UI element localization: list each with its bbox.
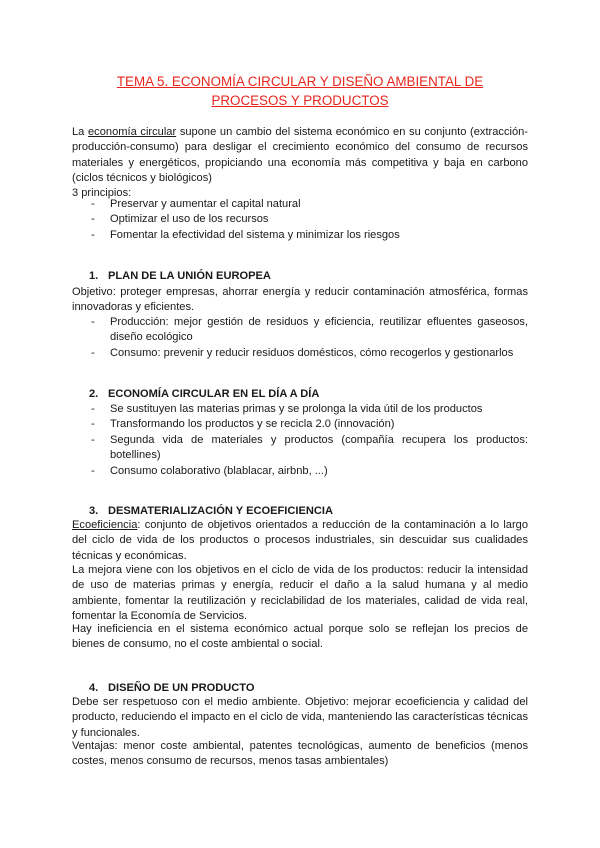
section-3-paragraph-1: [72, 518, 528, 564]
section-number: 4.: [89, 682, 99, 694]
section-number: 3.: [89, 505, 99, 517]
section-1-heading: [72, 269, 271, 284]
section-number: 2.: [89, 388, 99, 400]
ecoeficiencia-term: Ecoeficiencia: [72, 519, 138, 531]
title-line-1: TEMA 5. ECONOMÍA CIRCULAR Y DISEÑO AMBIENTAL DE: [116, 74, 484, 89]
section-title: DESMATERIALIZACIÓN Y ECOEFICIENCIA: [108, 505, 333, 517]
list-item-text: Consumo colaborativo (blablacar, airbnb, ...): [110, 464, 328, 477]
list-item-text: Preservar y aumentar el capital natural: [110, 198, 301, 210]
principles-list: [72, 197, 528, 243]
section-4-heading: [72, 681, 255, 696]
intro-paragraph: [72, 125, 528, 187]
intro-term: economía circular: [88, 126, 177, 138]
dash: -: [91, 418, 95, 431]
dash: -: [91, 316, 95, 328]
dash: -: [91, 198, 95, 210]
list-item: [72, 346, 528, 361]
section-4-paragraph-1: Debe ser respetuoso con el medio ambiente. Objetivo: mejorar ecoeficiencia y calidad del producto, reduciendo el impacto en el ciclo de vida, manteniendo las características técnicas y funcionales.: [72, 696, 528, 739]
list-item: [72, 228, 528, 243]
list-item-text: Producción: mejor gestión de residuos y eficiencia, reutilizar efluentes gaseosos, diseño ecológico: [110, 316, 528, 344]
dash: -: [91, 464, 95, 477]
list-item-text: Segunda vida de materiales y productos (compañía recupera los productos: botellines): [110, 433, 528, 462]
principles-label: 3 principios:: [72, 187, 132, 199]
section-1-list: [72, 315, 528, 361]
intro-pre: La: [72, 126, 89, 138]
list-item-text: Optimizar el uso de los recursos: [110, 213, 269, 226]
section-title: ECONOMÍA CIRCULAR EN EL DÍA A DÍA: [108, 388, 320, 400]
section-1-paragraph: Objetivo: proteger empresas, ahorrar energía y reducir contaminación atmosférica, formas innovadoras y eficientes.: [72, 286, 528, 314]
list-item-text: Consumo: prevenir y reducir residuos domésticos, cómo recogerlos y gestionarlos: [110, 346, 514, 359]
intro-post: supone un cambio del sistema económico en su conjunto (extracción-producción-consumo) para desligar el crecimiento económico del consumo de recursos materiales y energéticos, propiciando una economía más competitiva y baja en carbono (ciclos técnicos y biológicos): [72, 126, 529, 185]
list-item: [72, 433, 528, 464]
dash: -: [91, 433, 95, 446]
section-2-heading: [72, 387, 319, 402]
list-item: [72, 315, 528, 346]
dash: -: [91, 346, 95, 359]
ecoeficiencia-definition: : conjunto de objetivos orientados a reducción de la contaminación a lo largo del ciclo de vida de los productos o procesos industriales, sin descuidar sus cualidades técnicas y económicas.: [72, 519, 528, 562]
document-title: [0, 72, 600, 110]
dash: -: [91, 228, 95, 241]
title-line-2: PROCESOS Y PRODUCTOS: [211, 93, 389, 108]
list-item: [72, 464, 528, 479]
dash: -: [91, 403, 95, 415]
section-number: 1.: [89, 270, 99, 282]
section-4-paragraph-2: Ventajas: menor coste ambiental, patentes tecnológicas, aumento de beneficios (menos costes, menos consumo de recursos, menos tasas ambientales): [72, 740, 528, 768]
section-2-list: [72, 402, 528, 479]
section-3-paragraph-3: Hay ineficiencia en el sistema económico actual porque solo se reflejan los precios de bienes de consumo, no el coste ambiental o social.: [72, 623, 528, 651]
dash: -: [91, 213, 95, 226]
list-item: [72, 197, 528, 212]
section-title: PLAN DE LA UNIÓN EUROPEA: [108, 270, 271, 282]
section-3-paragraph-2: La mejora viene con los objetivos en el ciclo de vida de los productos: reducir la intensidad de uso de materias primas y energía, reducir el daño a la salud humana y al medio ambiente, fomentar la reutilización y reciclabilidad de los materiales, calidad de vida real, fomentar la Economía de Servicios.: [72, 564, 528, 623]
list-item-text: Se sustituyen las materias primas y se prolonga la vida útil de los productos: [110, 403, 483, 415]
section-title: DISEÑO DE UN PRODUCTO: [108, 682, 255, 694]
list-item: [72, 212, 528, 227]
list-item-text: Transformando los productos y se recicla 2.0 (innovación): [110, 418, 395, 431]
list-item-text: Fomentar la efectividad del sistema y minimizar los riesgos: [110, 228, 400, 241]
section-3-heading: [72, 504, 333, 519]
list-item: [72, 417, 528, 432]
list-item: [72, 402, 528, 417]
